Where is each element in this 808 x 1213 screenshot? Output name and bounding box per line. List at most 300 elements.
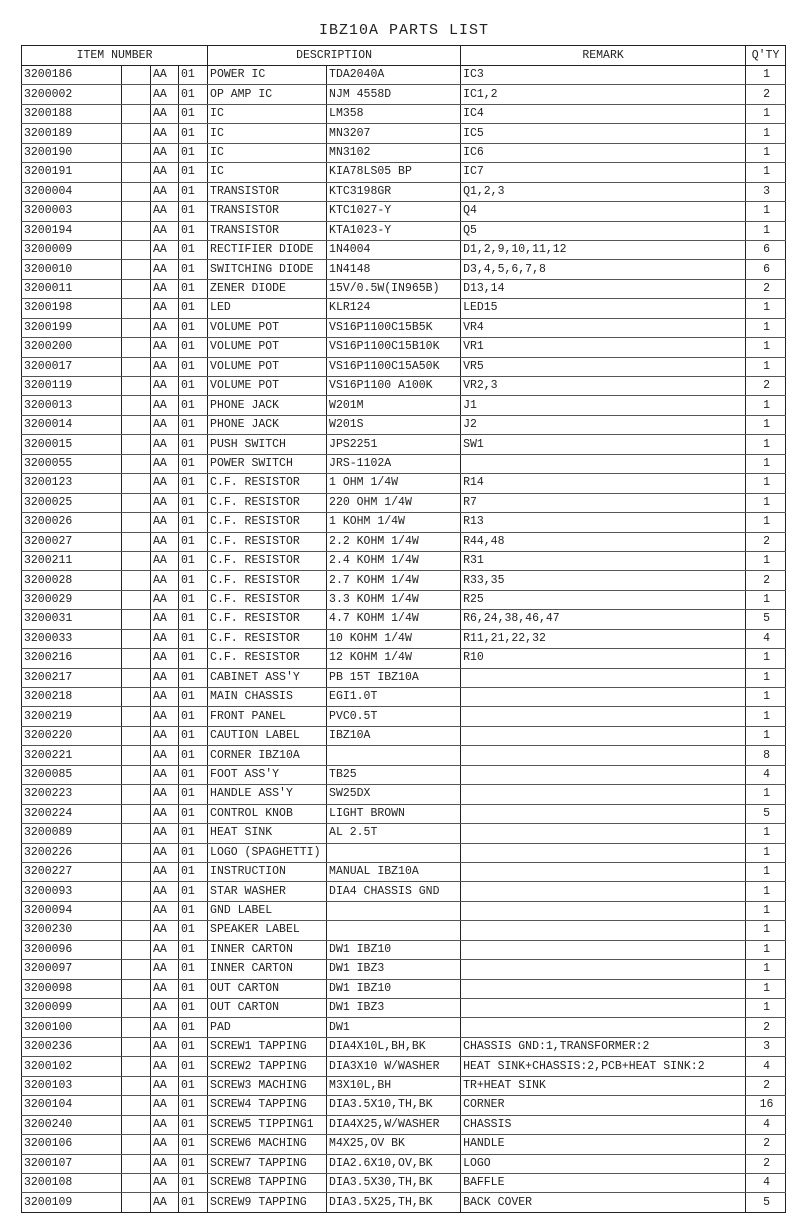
table-row (22, 1076, 786, 1095)
table-row (22, 338, 786, 357)
item-sub2-cell: 01 (179, 649, 208, 668)
table-row (22, 454, 786, 473)
item-number-cell: 3200013 (22, 396, 122, 415)
remark-cell: SW1 (461, 435, 746, 454)
remark-cell (461, 882, 746, 901)
table-row (22, 940, 786, 959)
item-sub2-cell: 01 (179, 765, 208, 784)
item-number-cell: 3200236 (22, 1037, 122, 1056)
remark-cell (461, 785, 746, 804)
spec-cell: PB 15T IBZ10A (327, 668, 461, 687)
table-row (22, 396, 786, 415)
item-number-cell: 3200085 (22, 765, 122, 784)
item-number-cell: 3200055 (22, 454, 122, 473)
item-sub1-cell: AA (151, 532, 179, 551)
item-sub2-cell: 01 (179, 454, 208, 473)
blank-cell (122, 124, 151, 143)
remark-cell (461, 1018, 746, 1037)
qty-cell: 1 (746, 668, 786, 687)
item-sub2-cell: 01 (179, 785, 208, 804)
item-sub2-cell: 01 (179, 1037, 208, 1056)
qty-cell: 1 (746, 882, 786, 901)
item-number-cell: 3200015 (22, 435, 122, 454)
item-sub2-cell: 01 (179, 1018, 208, 1037)
spec-cell: DW1 (327, 1018, 461, 1037)
description-cell: RECTIFIER DIODE (208, 240, 327, 259)
item-number-cell: 3200211 (22, 551, 122, 570)
blank-cell (122, 143, 151, 162)
qty-cell: 16 (746, 1096, 786, 1115)
description-cell: C.F. RESISTOR (208, 513, 327, 532)
item-number-cell: 3200099 (22, 999, 122, 1018)
item-number-cell: 3200003 (22, 202, 122, 221)
blank-cell (122, 163, 151, 182)
spec-cell: 1 OHM 1/4W (327, 474, 461, 493)
item-sub2-cell: 01 (179, 882, 208, 901)
item-number-cell: 3200194 (22, 221, 122, 240)
item-number-cell: 3200029 (22, 590, 122, 609)
item-number-cell: 3200191 (22, 163, 122, 182)
qty-cell: 1 (746, 163, 786, 182)
description-cell: HANDLE ASS'Y (208, 785, 327, 804)
item-number-cell: 3200188 (22, 104, 122, 123)
qty-cell: 1 (746, 513, 786, 532)
item-sub2-cell: 01 (179, 551, 208, 570)
table-row (22, 415, 786, 434)
qty-cell: 1 (746, 999, 786, 1018)
table-row (22, 1173, 786, 1192)
table-row (22, 824, 786, 843)
description-cell: PHONE JACK (208, 415, 327, 434)
description-cell: MAIN CHASSIS (208, 688, 327, 707)
description-cell: GND LABEL (208, 901, 327, 920)
remark-cell: Q1,2,3 (461, 182, 746, 201)
qty-cell: 1 (746, 338, 786, 357)
remark-cell: VR5 (461, 357, 746, 376)
spec-cell: EGI1.0T (327, 688, 461, 707)
item-sub2-cell: 01 (179, 979, 208, 998)
item-number-cell: 3200100 (22, 1018, 122, 1037)
blank-cell (122, 1154, 151, 1173)
blank-cell (122, 843, 151, 862)
description-cell: TRANSISTOR (208, 182, 327, 201)
item-sub1-cell: AA (151, 1135, 179, 1154)
table-row (22, 377, 786, 396)
item-number-cell: 3200089 (22, 824, 122, 843)
description-cell: VOLUME POT (208, 377, 327, 396)
blank-cell (122, 765, 151, 784)
item-number-cell: 3200200 (22, 338, 122, 357)
description-cell: OUT CARTON (208, 999, 327, 1018)
item-sub1-cell: AA (151, 493, 179, 512)
qty-cell: 1 (746, 396, 786, 415)
item-number-cell: 3200189 (22, 124, 122, 143)
remark-cell: Q4 (461, 202, 746, 221)
item-sub1-cell: AA (151, 163, 179, 182)
table-row (22, 765, 786, 784)
item-sub1-cell: AA (151, 921, 179, 940)
qty-cell: 2 (746, 1076, 786, 1095)
remark-cell (461, 960, 746, 979)
item-sub2-cell: 01 (179, 104, 208, 123)
spec-cell: MN3207 (327, 124, 461, 143)
spec-cell: MN3102 (327, 143, 461, 162)
spec-cell: DW1 IBZ10 (327, 940, 461, 959)
item-sub1-cell: AA (151, 202, 179, 221)
item-sub1-cell: AA (151, 377, 179, 396)
item-number-cell: 3200109 (22, 1193, 122, 1212)
description-cell: LED (208, 299, 327, 318)
item-number-cell: 3200106 (22, 1135, 122, 1154)
description-cell: SCREW9 TAPPING (208, 1193, 327, 1212)
remark-cell (461, 862, 746, 881)
item-sub2-cell: 01 (179, 182, 208, 201)
spec-cell: 4.7 KOHM 1/4W (327, 610, 461, 629)
table-row (22, 960, 786, 979)
table-row (22, 1018, 786, 1037)
spec-cell: DW1 IBZ3 (327, 960, 461, 979)
item-sub1-cell: AA (151, 862, 179, 881)
table-row (22, 474, 786, 493)
item-number-cell: 3200221 (22, 746, 122, 765)
blank-cell (122, 493, 151, 512)
table-body (22, 66, 786, 1213)
description-cell: CABINET ASS'Y (208, 668, 327, 687)
remark-cell: R44,48 (461, 532, 746, 551)
table-row (22, 571, 786, 590)
item-sub2-cell: 01 (179, 1154, 208, 1173)
qty-cell: 2 (746, 1018, 786, 1037)
spec-cell: DIA3X10 W/WASHER (327, 1057, 461, 1076)
item-sub1-cell: AA (151, 1193, 179, 1212)
item-sub2-cell: 01 (179, 746, 208, 765)
description-cell: C.F. RESISTOR (208, 551, 327, 570)
item-sub1-cell: AA (151, 415, 179, 434)
spec-cell: KTC1027-Y (327, 202, 461, 221)
item-sub1-cell: AA (151, 590, 179, 609)
qty-cell: 1 (746, 357, 786, 376)
table-row (22, 260, 786, 279)
table-row (22, 726, 786, 745)
item-sub1-cell: AA (151, 785, 179, 804)
table-row (22, 979, 786, 998)
item-sub1-cell: AA (151, 843, 179, 862)
table-row (22, 688, 786, 707)
remark-cell: CORNER (461, 1096, 746, 1115)
spec-cell: DIA3.5X10,TH,BK (327, 1096, 461, 1115)
table-row (22, 532, 786, 551)
item-sub1-cell: AA (151, 707, 179, 726)
remark-cell: TR+HEAT SINK (461, 1076, 746, 1095)
remark-cell: R31 (461, 551, 746, 570)
item-sub2-cell: 01 (179, 726, 208, 745)
description-cell: STAR WASHER (208, 882, 327, 901)
spec-cell: 12 KOHM 1/4W (327, 649, 461, 668)
blank-cell (122, 610, 151, 629)
spec-cell: VS16P1100C15B5K (327, 318, 461, 337)
table-row (22, 1193, 786, 1212)
blank-cell (122, 299, 151, 318)
item-sub1-cell: AA (151, 610, 179, 629)
spec-cell: VS16P1100 A100K (327, 377, 461, 396)
item-sub2-cell: 01 (179, 532, 208, 551)
item-sub1-cell: AA (151, 804, 179, 823)
qty-cell: 1 (746, 960, 786, 979)
blank-cell (122, 901, 151, 920)
item-sub1-cell: AA (151, 1173, 179, 1192)
description-cell: CONTROL KNOB (208, 804, 327, 823)
description-cell: SCREW7 TAPPING (208, 1154, 327, 1173)
blank-cell (122, 66, 151, 85)
qty-cell: 3 (746, 1037, 786, 1056)
spec-cell: LM358 (327, 104, 461, 123)
description-cell: CAUTION LABEL (208, 726, 327, 745)
item-sub2-cell: 01 (179, 901, 208, 920)
qty-cell: 4 (746, 765, 786, 784)
blank-cell (122, 1096, 151, 1115)
item-sub1-cell: AA (151, 649, 179, 668)
item-number-cell: 3200198 (22, 299, 122, 318)
item-sub2-cell: 01 (179, 396, 208, 415)
item-number-cell: 3200011 (22, 279, 122, 298)
item-sub1-cell: AA (151, 299, 179, 318)
item-sub2-cell: 01 (179, 688, 208, 707)
item-sub1-cell: AA (151, 1115, 179, 1134)
description-cell: ZENER DIODE (208, 279, 327, 298)
table-header-row (22, 46, 786, 66)
blank-cell (122, 960, 151, 979)
item-sub1-cell: AA (151, 124, 179, 143)
qty-cell: 1 (746, 202, 786, 221)
blank-cell (122, 85, 151, 104)
table-row (22, 85, 786, 104)
qty-cell: 1 (746, 785, 786, 804)
spec-cell: 2.2 KOHM 1/4W (327, 532, 461, 551)
remark-cell: VR1 (461, 338, 746, 357)
table-row (22, 668, 786, 687)
item-sub2-cell: 01 (179, 474, 208, 493)
qty-cell: 1 (746, 318, 786, 337)
blank-cell (122, 668, 151, 687)
remark-cell: IC6 (461, 143, 746, 162)
spec-cell: SW25DX (327, 785, 461, 804)
blank-cell (122, 707, 151, 726)
description-cell: SPEAKER LABEL (208, 921, 327, 940)
blank-cell (122, 1173, 151, 1192)
qty-cell: 1 (746, 824, 786, 843)
item-number-cell: 3200103 (22, 1076, 122, 1095)
remark-cell (461, 765, 746, 784)
table-row (22, 804, 786, 823)
item-sub1-cell: AA (151, 765, 179, 784)
spec-cell: M3X10L,BH (327, 1076, 461, 1095)
remark-cell: IC5 (461, 124, 746, 143)
spec-cell (327, 921, 461, 940)
qty-cell: 1 (746, 474, 786, 493)
blank-cell (122, 551, 151, 570)
table-row (22, 1135, 786, 1154)
blank-cell (122, 454, 151, 473)
remark-cell: D1,2,9,10,11,12 (461, 240, 746, 259)
spec-cell: DIA4X10L,BH,BK (327, 1037, 461, 1056)
description-cell: POWER SWITCH (208, 454, 327, 473)
item-sub1-cell: AA (151, 221, 179, 240)
qty-cell: 4 (746, 1057, 786, 1076)
qty-cell: 1 (746, 726, 786, 745)
item-number-cell: 3200224 (22, 804, 122, 823)
description-cell: SCREW2 TAPPING (208, 1057, 327, 1076)
blank-cell (122, 940, 151, 959)
header-item-number: ITEM NUMBER (22, 46, 208, 66)
remark-cell (461, 901, 746, 920)
remark-cell: IC1,2 (461, 85, 746, 104)
remark-cell: BAFFLE (461, 1173, 746, 1192)
item-sub1-cell: AA (151, 474, 179, 493)
spec-cell (327, 901, 461, 920)
blank-cell (122, 804, 151, 823)
item-sub1-cell: AA (151, 513, 179, 532)
spec-cell: 2.4 KOHM 1/4W (327, 551, 461, 570)
item-sub1-cell: AA (151, 396, 179, 415)
remark-cell: HEAT SINK+CHASSIS:2,PCB+HEAT SINK:2 (461, 1057, 746, 1076)
remark-cell: R7 (461, 493, 746, 512)
remark-cell: J2 (461, 415, 746, 434)
header-remark: REMARK (461, 46, 746, 66)
item-sub1-cell: AA (151, 1096, 179, 1115)
item-sub1-cell: AA (151, 1057, 179, 1076)
remark-cell (461, 454, 746, 473)
remark-cell: LED15 (461, 299, 746, 318)
item-sub2-cell: 01 (179, 124, 208, 143)
spec-cell: DW1 IBZ3 (327, 999, 461, 1018)
header-qty: Q'TY (746, 46, 786, 66)
item-sub2-cell: 01 (179, 960, 208, 979)
item-number-cell: 3200097 (22, 960, 122, 979)
description-cell: TRANSISTOR (208, 202, 327, 221)
item-sub1-cell: AA (151, 260, 179, 279)
qty-cell: 1 (746, 590, 786, 609)
blank-cell (122, 338, 151, 357)
description-cell: C.F. RESISTOR (208, 532, 327, 551)
remark-cell (461, 979, 746, 998)
item-sub2-cell: 01 (179, 1135, 208, 1154)
qty-cell: 1 (746, 415, 786, 434)
remark-cell (461, 688, 746, 707)
qty-cell: 1 (746, 104, 786, 123)
item-sub2-cell: 01 (179, 1057, 208, 1076)
qty-cell: 2 (746, 377, 786, 396)
blank-cell (122, 921, 151, 940)
spec-cell: DIA2.6X10,OV,BK (327, 1154, 461, 1173)
spec-cell: VS16P1100C15A50K (327, 357, 461, 376)
remark-cell: IC7 (461, 163, 746, 182)
item-number-cell: 3200240 (22, 1115, 122, 1134)
remark-cell (461, 921, 746, 940)
item-number-cell: 3200217 (22, 668, 122, 687)
table-row (22, 707, 786, 726)
blank-cell (122, 862, 151, 881)
item-number-cell: 3200220 (22, 726, 122, 745)
qty-cell: 1 (746, 551, 786, 570)
item-number-cell: 3200104 (22, 1096, 122, 1115)
item-number-cell: 3200107 (22, 1154, 122, 1173)
parts-table (21, 45, 786, 1213)
description-cell: C.F. RESISTOR (208, 629, 327, 648)
qty-cell: 1 (746, 454, 786, 473)
qty-cell: 1 (746, 66, 786, 85)
remark-cell (461, 746, 746, 765)
item-sub1-cell: AA (151, 104, 179, 123)
spec-cell (327, 843, 461, 862)
item-number-cell: 3200098 (22, 979, 122, 998)
remark-cell: J1 (461, 396, 746, 415)
remark-cell (461, 940, 746, 959)
table-row (22, 610, 786, 629)
blank-cell (122, 357, 151, 376)
remark-cell: VR2,3 (461, 377, 746, 396)
item-sub2-cell: 01 (179, 163, 208, 182)
header-description: DESCRIPTION (208, 46, 461, 66)
item-sub1-cell: AA (151, 571, 179, 590)
table-row (22, 124, 786, 143)
item-number-cell: 3200093 (22, 882, 122, 901)
spec-cell: KTC3198GR (327, 182, 461, 201)
item-sub2-cell: 01 (179, 707, 208, 726)
blank-cell (122, 590, 151, 609)
table-row (22, 785, 786, 804)
item-sub2-cell: 01 (179, 940, 208, 959)
blank-cell (122, 415, 151, 434)
item-sub1-cell: AA (151, 999, 179, 1018)
table-row (22, 629, 786, 648)
table-row (22, 299, 786, 318)
remark-cell: IC3 (461, 66, 746, 85)
qty-cell: 1 (746, 921, 786, 940)
description-cell: HEAT SINK (208, 824, 327, 843)
spec-cell: 3.3 KOHM 1/4W (327, 590, 461, 609)
table-row (22, 279, 786, 298)
item-sub1-cell: AA (151, 143, 179, 162)
qty-cell: 2 (746, 1154, 786, 1173)
blank-cell (122, 435, 151, 454)
spec-cell: 15V/0.5W(IN965B) (327, 279, 461, 298)
table-row (22, 493, 786, 512)
table-row (22, 513, 786, 532)
item-number-cell: 3200119 (22, 377, 122, 396)
blank-cell (122, 649, 151, 668)
spec-cell: MANUAL IBZ10A (327, 862, 461, 881)
table-row (22, 862, 786, 881)
item-number-cell: 3200002 (22, 85, 122, 104)
description-cell: SCREW5 TIPPING1 (208, 1115, 327, 1134)
table-row (22, 921, 786, 940)
description-cell: IC (208, 124, 327, 143)
description-cell: C.F. RESISTOR (208, 649, 327, 668)
item-sub1-cell: AA (151, 1154, 179, 1173)
description-cell: INNER CARTON (208, 940, 327, 959)
item-sub2-cell: 01 (179, 279, 208, 298)
item-number-cell: 3200102 (22, 1057, 122, 1076)
item-sub1-cell: AA (151, 240, 179, 259)
remark-cell (461, 726, 746, 745)
spec-cell: JRS-1102A (327, 454, 461, 473)
description-cell: SWITCHING DIODE (208, 260, 327, 279)
blank-cell (122, 377, 151, 396)
item-number-cell: 3200108 (22, 1173, 122, 1192)
description-cell: IC (208, 163, 327, 182)
remark-cell (461, 999, 746, 1018)
spec-cell: JPS2251 (327, 435, 461, 454)
